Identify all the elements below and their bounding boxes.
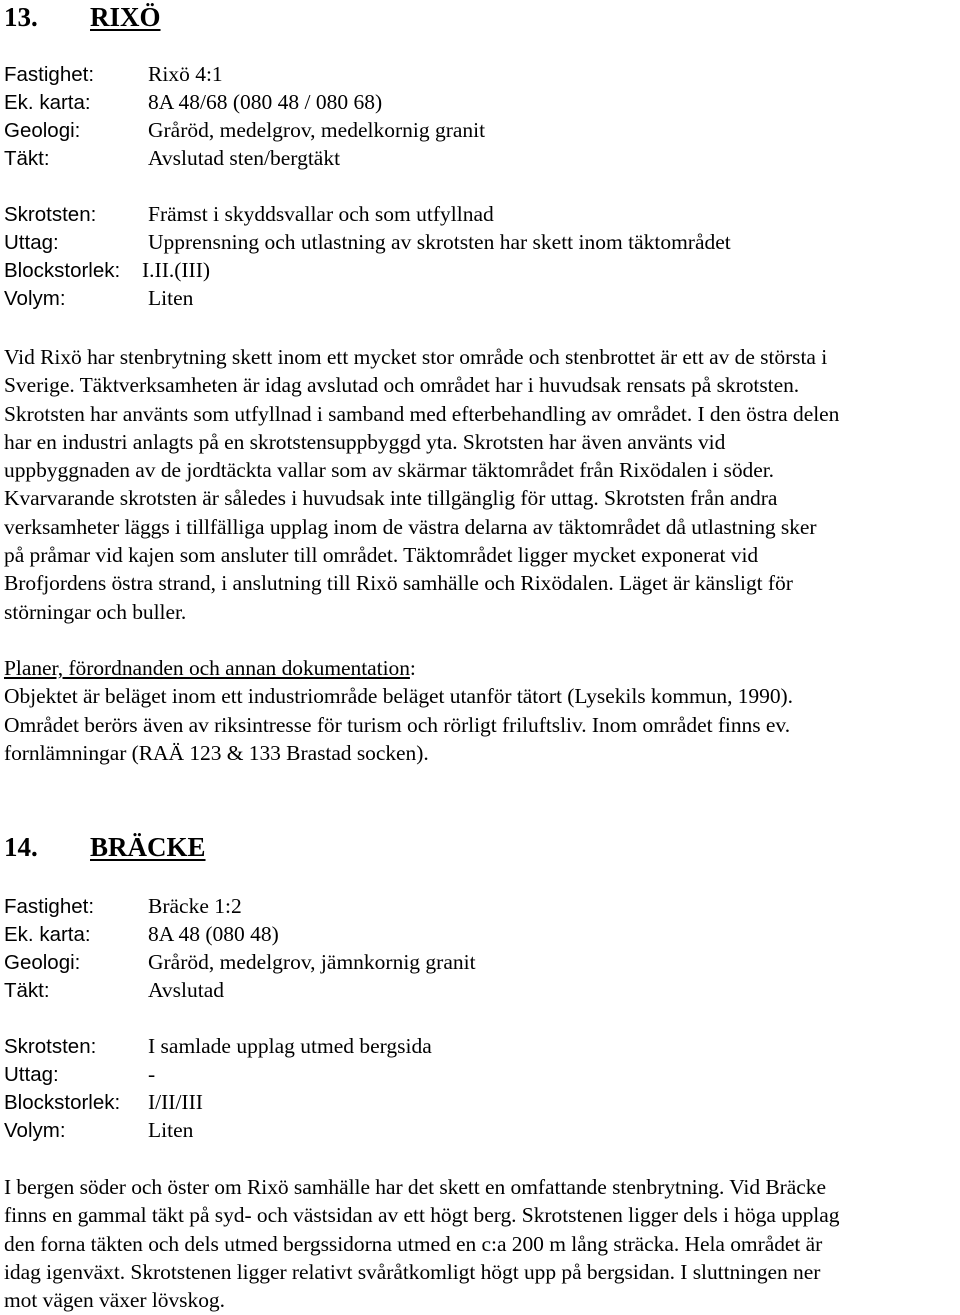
description-paragraph <box>4 343 960 626</box>
field-value: I/II/III <box>148 1090 203 1114</box>
section-title: BRÄCKE <box>90 832 206 862</box>
planning-heading-line <box>4 654 960 682</box>
field-label: Fastighet: <box>4 63 95 86</box>
text-line: den forna täkten och dels utmed bergssidorna utmed en c:a 200 m lång sträcka. Hela området är <box>4 1231 823 1256</box>
field-label: Fastighet: <box>4 895 95 918</box>
text-line: fornlämningar (RAÄ 123 & 133 Brastad socken). <box>4 740 429 765</box>
text-line: störningar och buller. <box>4 599 187 624</box>
field-value: Upprensning och utlastning av skrotsten har skett inom täktområdet <box>148 230 731 254</box>
field-row-skrotsten <box>4 200 494 228</box>
field-label: Uttag: <box>4 231 59 254</box>
field-value: 8A 48 (080 48) <box>148 922 279 946</box>
field-label: Volym: <box>4 287 66 310</box>
field-row-fastighet <box>4 892 242 920</box>
field-value: Gråröd, medelgrov, medelkornig granit <box>148 118 486 142</box>
field-row-uttag <box>4 1060 155 1088</box>
field-label: Blockstorlek: <box>4 1091 121 1114</box>
field-value: Avslutad <box>148 978 225 1002</box>
field-value: Främst i skyddsvallar och som utfyllnad <box>148 202 494 226</box>
section-heading-bracke <box>4 830 206 864</box>
text-line: Skrotsten har använts som utfyllnad i samband med efterbehandling av området. I den östra delen <box>4 401 840 426</box>
text-line: Vid Rixö har stenbrytning skett inom ett mycket stor område och stenbrottet är ett av de största i <box>4 345 828 369</box>
field-row-volym <box>4 284 193 312</box>
field-label: Geologi: <box>4 119 81 142</box>
text-line: Området berörs även av riksintresse för turism och rörligt friluftsliv. Inom området finns ev. <box>4 712 791 737</box>
field-row-takt <box>4 144 340 172</box>
field-label: Skrotsten: <box>4 203 97 226</box>
field-row-volym <box>4 1116 193 1144</box>
text-line: verksamheter läggs i tillfälliga upplag inom de västra delarna av täktområdet då utlastning sker <box>4 514 817 539</box>
text-line: finns en gammal täkt på syd- och västsidan av ett högt berg. Skrotstenen ligger dels i höga upplag <box>4 1203 840 1228</box>
field-row-ek-karta <box>4 920 279 948</box>
field-value: Liten <box>148 286 194 310</box>
field-label: Täkt: <box>4 147 50 170</box>
field-row-blockstorlek <box>4 256 210 284</box>
section-number: 14. <box>4 832 38 862</box>
text-line: Objektet är beläget inom ett industriområde beläget utanför tätort (Lysekils kommun, 1990). <box>4 684 793 709</box>
text-line: har en industri anlagts på en skrotstensuppbyggd yta. Skrotsten har även använts vid <box>4 429 726 454</box>
field-value: Liten <box>148 1118 194 1142</box>
planning-heading-colon: : <box>409 656 416 680</box>
description-paragraph <box>4 1173 960 1314</box>
field-row-geologi <box>4 116 485 144</box>
text-line: mot vägen växer lövskog. <box>4 1288 225 1313</box>
text-line: Brofjordens östra strand, i anslutning till Rixö samhälle och Rixödalen. Läget är känsligt för <box>4 571 793 596</box>
field-row-skrotsten <box>4 1032 432 1060</box>
field-label: Skrotsten: <box>4 1035 97 1058</box>
field-label: Uttag: <box>4 1063 59 1086</box>
field-row-geologi <box>4 948 476 976</box>
text-line: Kvarvarande skrotsten är således i huvudsak inte tillgänglig för uttag. Skrotsten från andra <box>4 486 778 511</box>
field-row-ek-karta <box>4 88 382 116</box>
field-value: I samlade upplag utmed bergsida <box>148 1034 432 1058</box>
planning-heading: Planer, förordnanden och annan dokumentation <box>4 656 410 680</box>
field-label: Ek. karta: <box>4 923 91 946</box>
field-value: Rixö 4:1 <box>148 62 223 86</box>
field-row-fastighet <box>4 60 223 88</box>
text-line: I bergen söder och öster om Rixö samhälle har det skett en omfattande stenbrytning. Vid Bräcke <box>4 1175 826 1199</box>
field-row-takt <box>4 976 224 1004</box>
field-label: Volym: <box>4 1119 66 1142</box>
field-label: Ek. karta: <box>4 91 91 114</box>
section-number: 13. <box>4 2 38 32</box>
section-title: RIXÖ <box>90 2 161 32</box>
field-value: Bräcke 1:2 <box>148 894 242 918</box>
field-row-uttag <box>4 228 731 256</box>
field-value: Avslutad sten/bergtäkt <box>148 146 341 170</box>
field-value: Gråröd, medelgrov, jämnkornig granit <box>148 950 476 974</box>
field-label: Täkt: <box>4 979 50 1002</box>
field-value: I.II.(III) <box>142 258 211 282</box>
text-line: uppbyggnaden av de jordtäckta vallar som av skärmar täktområdet från Rixödalen i söder. <box>4 458 774 483</box>
field-label: Geologi: <box>4 951 81 974</box>
text-line: idag igenväxt. Skrotstenen ligger relativt svåråtkomligt högt upp på bergsidan. I sluttningen ner <box>4 1259 821 1284</box>
field-value: - <box>148 1062 156 1086</box>
field-row-blockstorlek <box>4 1088 203 1116</box>
field-label: Blockstorlek: <box>4 259 121 282</box>
planning-paragraph <box>4 654 960 767</box>
field-value: 8A 48/68 (080 48 / 080 68) <box>148 90 383 114</box>
text-line: Sverige. Täktverksamheten är idag avslutad och området har i huvudsak rensats på skrotsten. <box>4 373 800 398</box>
section-heading-rixo <box>4 0 161 34</box>
text-line: på pråmar vid kajen som ansluter till området. Täktområdet ligger mycket exponerat vid <box>4 543 759 568</box>
